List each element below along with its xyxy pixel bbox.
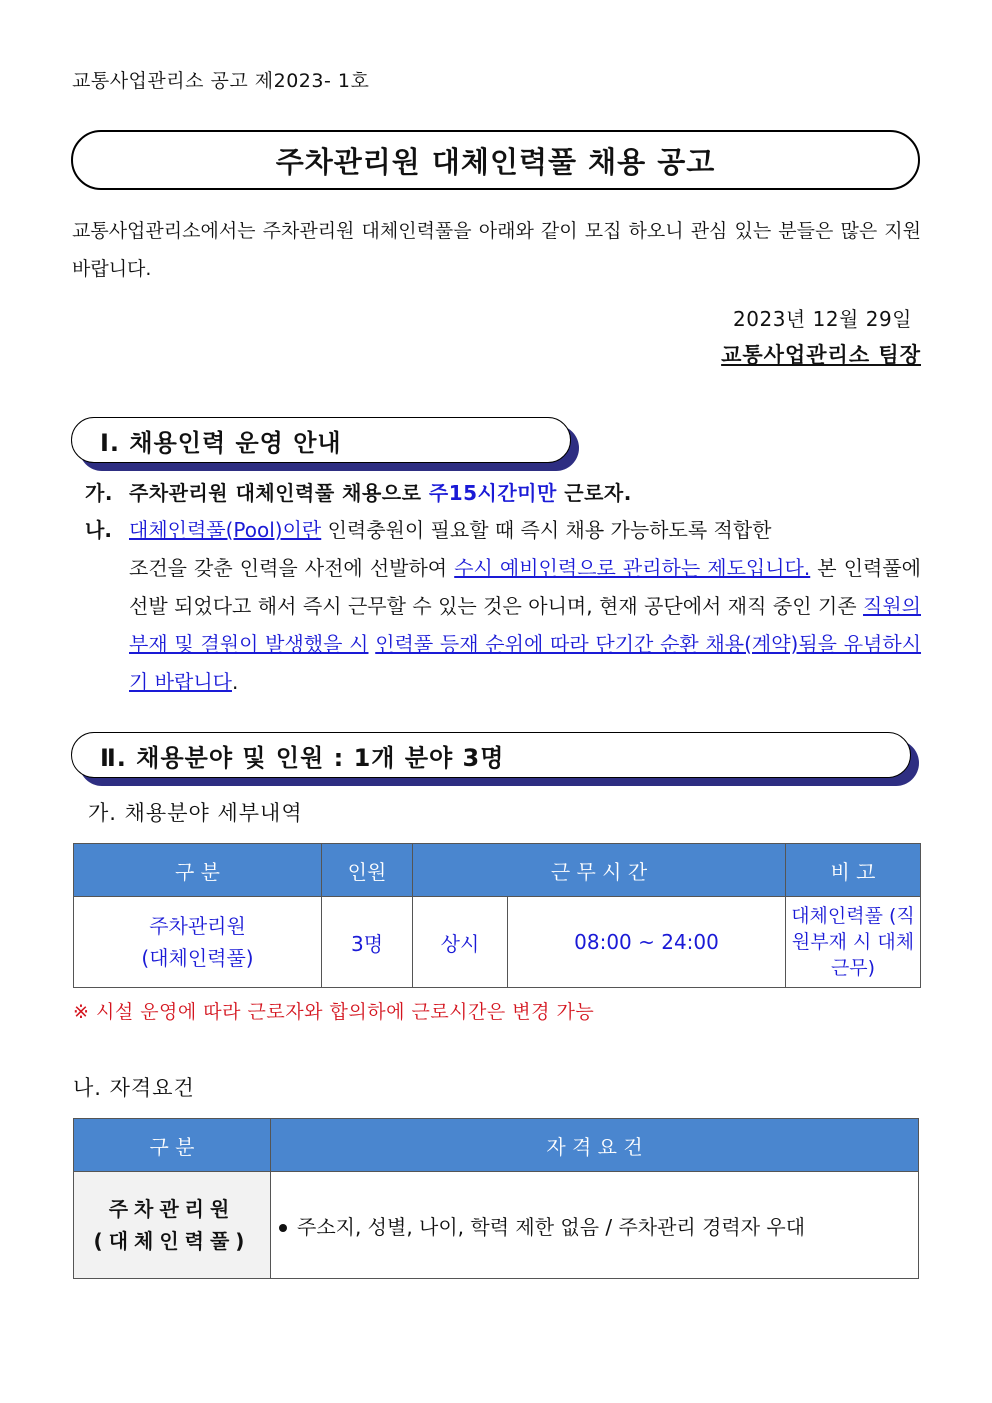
qualification-cell-category [74, 1172, 271, 1279]
positions-cell-type: 상시 [413, 897, 508, 988]
notice-date: 2023년 12월 29일 [733, 307, 912, 331]
qualification-table-header-row [74, 1119, 919, 1172]
section1-heading: Ⅰ. 채용인력 운영 안내 [100, 428, 342, 457]
intro-text: 교통사업관리소에서는 주차관리원 대체인력풀을 아래와 같이 모집 하오니 관심 있는 분들은 많은 지원 바랍니다. [72, 220, 921, 280]
positions-cell-category [74, 897, 322, 988]
notice-number: 교통사업관리소 공고 제2023- 1호 [72, 70, 370, 92]
table-row [74, 1172, 919, 1279]
item-b-text2: 조건을 갖춘 인력을 사전에 선발하여 [129, 556, 455, 580]
positions-table-header-row [74, 844, 921, 897]
section2-heading-box [71, 732, 911, 778]
item-b-marker: 나. [85, 518, 112, 542]
qualification-header-requirement: 자 격 요 건 [271, 1119, 919, 1172]
section1-item-a [85, 474, 921, 512]
qualification-category-line1: 주차관리원 [108, 1197, 236, 1221]
positions-table [73, 843, 921, 988]
item-b-text5: . [231, 670, 239, 694]
item-b-highlight1: 대체인력풀(Pool)이란 [129, 518, 322, 542]
item-a-marker: 가. [85, 481, 113, 505]
section2-heading-face [71, 732, 911, 778]
positions-cell-count: 3명 [322, 897, 413, 988]
section1-item-b-body [129, 549, 921, 701]
section1-heading-box [71, 417, 571, 463]
qualification-requirement-text: 주소지, 성별, 나이, 학력 제한 없음 / 주차관리 경력자 우대 [297, 1214, 806, 1239]
positions-header-hours: 근 무 시 간 [413, 844, 786, 897]
item-b-highlight3: 직원의 부재 및 결원이 발생했을 시 [129, 594, 921, 656]
issuer-org: 교통사업관리소 팀장 [721, 343, 921, 367]
qualification-cell-requirement [271, 1172, 919, 1279]
section2-heading: Ⅱ. 채용분야 및 인원 : 1개 분야 3명 [100, 743, 505, 772]
item-b-text1: 인력충원이 필요할 때 즉시 채용 가능하도록 적합한 [321, 518, 772, 542]
item-a-highlight: 주15시간미만 [428, 481, 557, 505]
item-a-text2: 근로자. [556, 481, 632, 505]
hours-change-notice: ※ 시설 운영에 따라 근로자와 합의하에 근로시간은 변경 가능 [73, 1001, 595, 1023]
positions-header-category: 구 분 [74, 844, 322, 897]
section2-sub1-heading: 가. 채용분야 세부내역 [88, 801, 303, 825]
title-box [71, 130, 920, 190]
page-title: 주차관리원 대체인력풀 채용 공고 [275, 144, 716, 179]
positions-cell-note: 대체인력풀 (직원부재 시 대체 근무) [786, 897, 921, 988]
positions-header-count: 인원 [322, 844, 413, 897]
qualification-header-category: 구 분 [74, 1119, 271, 1172]
section1-heading-face [71, 417, 571, 463]
section1-item-b-first-line [85, 511, 921, 549]
item-a-text1: 주차관리원 대체인력풀 채용으로 [129, 481, 429, 505]
section2-sub2-heading: 나. 자격요건 [73, 1076, 195, 1100]
positions-category-line2: (대체인력풀) [141, 946, 254, 970]
bullet-icon [279, 1224, 287, 1232]
item-b-highlight2: 수시 예비인력으로 관리하는 제도입니다. [454, 556, 811, 580]
positions-header-note: 비 고 [786, 844, 921, 897]
item-b-text3: 본 인력풀에 선발 되었다고 해서 즉시 근무할 수 있는 것은 아니며, 현재 공단에서 재직 중인 기존 [129, 556, 921, 618]
positions-cell-hours: 08:00 ~ 24:00 [508, 897, 786, 988]
qualification-table [73, 1118, 919, 1279]
qualification-category-line2: (대체인력풀) [93, 1229, 251, 1253]
positions-category-line1: 주차관리원 [149, 914, 246, 938]
item-b-highlight4: 인력풀 등재 순위에 따라 단기간 순환 채용(계약)됨을 유념하시기 바랍니다 [129, 632, 922, 694]
table-row [74, 897, 921, 988]
